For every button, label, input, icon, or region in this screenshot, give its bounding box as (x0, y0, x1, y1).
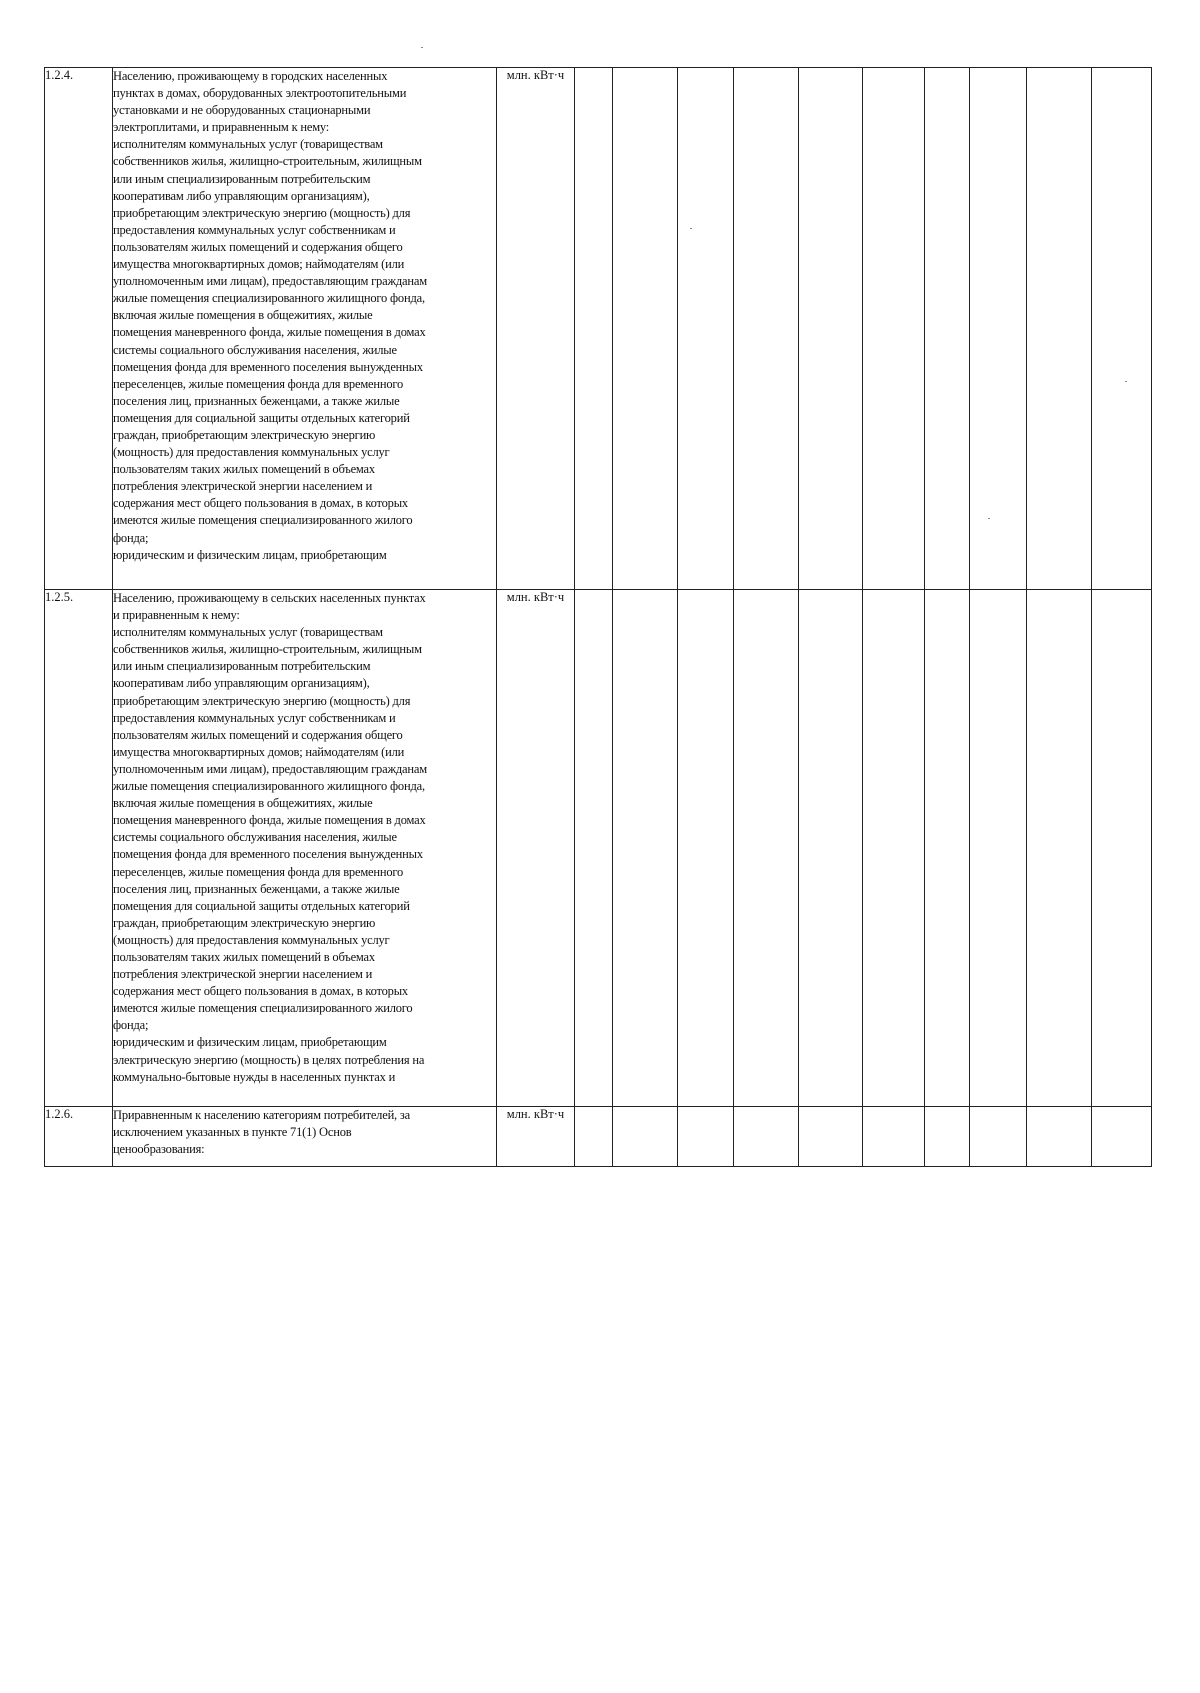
description-line: или иным специализированным потребительским (113, 171, 371, 186)
row-unit: млн. кВт·ч (497, 1107, 575, 1167)
description-line: имеются жилые помещения специализированного жилого (113, 1001, 413, 1016)
value-cell (613, 1107, 678, 1167)
value-cell (970, 590, 1027, 1107)
description-line: Населению, проживающему в сельских населенных пунктах (113, 591, 426, 605)
description-line: помещения для социальной защиты отдельных категорий (113, 898, 410, 913)
value-cell (1027, 1107, 1092, 1167)
description-line: поселения лиц, признанных беженцами, а также жилые (113, 881, 400, 896)
description-line: помещения маневренного фонда, жилые помещения в домах (113, 325, 426, 340)
description-line: предоставления коммунальных услуг собственникам и (113, 710, 396, 725)
description-text (113, 68, 496, 587)
row-unit: млн. кВт·ч (497, 590, 575, 1107)
description-line: имущества многоквартирных домов; наймодателям (или (113, 744, 405, 759)
value-cell (734, 68, 799, 590)
scan-speck (421, 47, 423, 48)
value-cell (678, 68, 734, 590)
description-line: поселения лиц, признанных беженцами, а также жилые (113, 393, 400, 408)
value-cell (678, 1107, 734, 1167)
description-line: включая жилые помещения в общежитиях, жилые (113, 308, 373, 323)
value-cell (1092, 1107, 1152, 1167)
value-cell (863, 1107, 925, 1167)
description-line: исключением указанных в пункте 71(1) Основ (113, 1125, 352, 1140)
description-line: помещения маневренного фонда, жилые помещения в домах (113, 813, 426, 828)
description-line: фонда; (113, 1018, 149, 1033)
description-text (113, 1107, 496, 1164)
description-line: исполнителям коммунальных услуг (товариществам (113, 625, 383, 640)
description-line: системы социального обслуживания населения, жилые (113, 830, 397, 845)
value-cell (863, 68, 925, 590)
description-line: пользователям таких жилых помещений в объемах (113, 462, 375, 477)
description-line: фонда; (113, 530, 149, 545)
description-line: уполномоченным ими лицам), предоставляющим гражданам (113, 274, 427, 289)
value-cell (1027, 590, 1092, 1107)
description-line: граждан, приобретающим электрическую энергию (113, 915, 376, 930)
description-line: граждан, приобретающим электрическую энергию (113, 427, 376, 442)
description-line: приобретающим электрическую энергию (мощность) для (113, 205, 411, 220)
table-row (45, 1107, 1152, 1167)
value-cell (1092, 68, 1152, 590)
description-line: приобретающим электрическую энергию (мощность) для (113, 693, 411, 708)
value-cell (575, 1107, 613, 1167)
description-line: юридическим и физическим лицам, приобретающим (113, 1035, 387, 1050)
description-line: уполномоченным ими лицам), предоставляющим гражданам (113, 761, 427, 776)
description-line: Приравненным к населению категориям потребителей, за (113, 1108, 410, 1122)
description-line: переселенцев, жилые помещения фонда для временного (113, 376, 404, 391)
description-line: собственников жилья, жилищно-строительным, жилищным (113, 642, 422, 657)
value-cell (925, 1107, 970, 1167)
description-line: жилые помещения специализированного жилищного фонда, (113, 779, 425, 794)
value-cell (734, 1107, 799, 1167)
value-cell (925, 590, 970, 1107)
description-line: помещения для социальной защиты отдельных категорий (113, 410, 410, 425)
row-description (113, 1107, 497, 1167)
description-line: пользователям таких жилых помещений в объемах (113, 949, 375, 964)
row-description (113, 590, 497, 1107)
value-cell (863, 590, 925, 1107)
row-number: 1.2.4. (45, 68, 113, 590)
description-line: электроплитами, и приравненным к нему: (113, 120, 330, 135)
value-cell (970, 1107, 1027, 1167)
description-line: Населению, проживающему в городских населенных (113, 69, 388, 83)
description-line: и приравненным к нему: (113, 608, 240, 623)
description-line: потребления электрической энергии населением и (113, 479, 373, 494)
row-description (113, 68, 497, 590)
description-line: помещения фонда для временного поселения вынужденных (113, 359, 423, 374)
description-line: включая жилые помещения в общежитиях, жилые (113, 796, 373, 811)
description-line: коммунально-бытовые нужды в населенных пунктах и (113, 1069, 396, 1084)
value-cell (613, 590, 678, 1107)
value-cell (613, 68, 678, 590)
value-cell (1027, 68, 1092, 590)
description-line: пользователям жилых помещений и содержания общего (113, 239, 403, 254)
tariff-table (44, 67, 1152, 1167)
value-cell (799, 1107, 863, 1167)
value-cell (970, 68, 1027, 590)
description-line: электрическую энергию (мощность) в целях потребления на (113, 1052, 425, 1067)
description-line: помещения фонда для временного поселения вынужденных (113, 847, 423, 862)
description-line: исполнителям коммунальных услуг (товариществам (113, 137, 383, 152)
description-line: содержания мест общего пользования в домах, в которых (113, 984, 408, 999)
value-cell (575, 68, 613, 590)
value-cell (1092, 590, 1152, 1107)
description-line: жилые помещения специализированного жилищного фонда, (113, 291, 425, 306)
description-line: имущества многоквартирных домов; наймодателям (или (113, 257, 405, 272)
value-cell (925, 68, 970, 590)
value-cell (799, 68, 863, 590)
description-line: (мощность) для предоставления коммунальных услуг (113, 445, 390, 460)
description-text (113, 590, 496, 1104)
value-cell (678, 590, 734, 1107)
description-line: переселенцев, жилые помещения фонда для временного (113, 864, 404, 879)
description-line: пользователям жилых помещений и содержания общего (113, 727, 403, 742)
row-number: 1.2.6. (45, 1107, 113, 1167)
table-row (45, 590, 1152, 1107)
description-line: содержания мест общего пользования в домах, в которых (113, 496, 408, 511)
value-cell (799, 590, 863, 1107)
description-line: кооперативам либо управляющим организациям), (113, 188, 370, 203)
description-line: или иным специализированным потребительским (113, 659, 371, 674)
row-number: 1.2.5. (45, 590, 113, 1107)
description-line: пунктах в домах, оборудованных электроотопительными (113, 86, 407, 101)
row-unit: млн. кВт·ч (497, 68, 575, 590)
description-line: имеются жилые помещения специализированного жилого (113, 513, 413, 528)
value-cell (575, 590, 613, 1107)
table-row (45, 68, 1152, 590)
description-line: кооперативам либо управляющим организациям), (113, 676, 370, 691)
description-line: (мощность) для предоставления коммунальных услуг (113, 932, 390, 947)
description-line: ценообразования: (113, 1142, 205, 1157)
description-line: юридическим и физическим лицам, приобретающим (113, 547, 387, 562)
value-cell (734, 590, 799, 1107)
description-line: установками и не оборудованных стационарными (113, 103, 371, 118)
description-line: системы социального обслуживания населения, жилые (113, 342, 397, 357)
description-line: предоставления коммунальных услуг собственникам и (113, 222, 396, 237)
description-line: потребления электрической энергии населением и (113, 967, 373, 982)
description-line: собственников жилья, жилищно-строительным, жилищным (113, 154, 422, 169)
